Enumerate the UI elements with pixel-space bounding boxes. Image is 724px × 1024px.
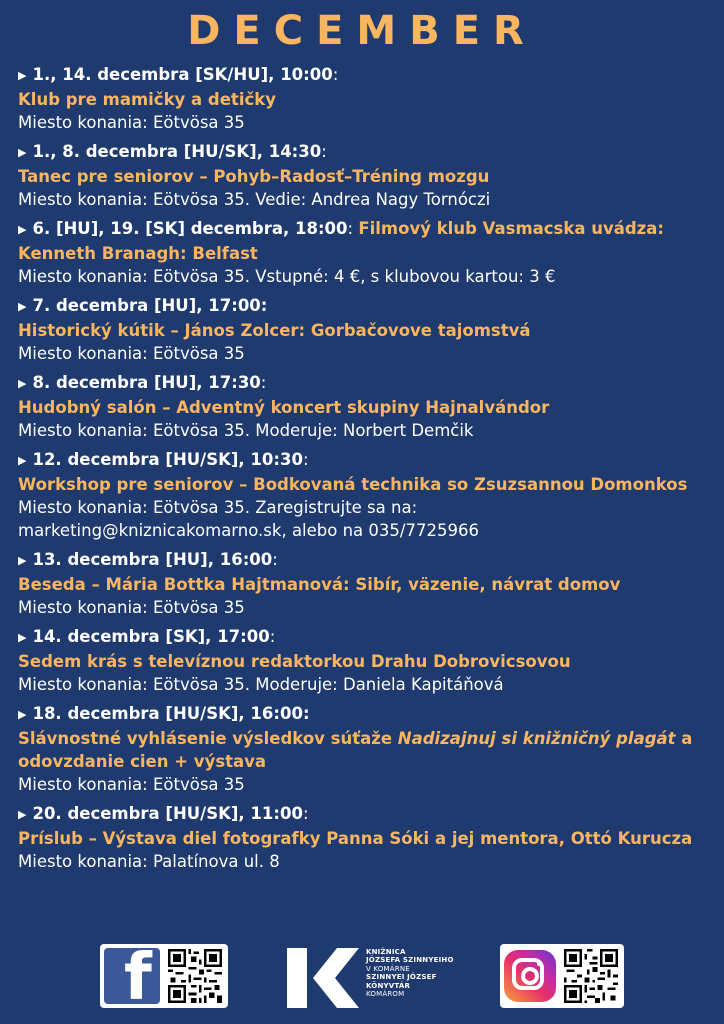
event-date: ▶ 13. decembra [HU], 16:00: [18, 550, 278, 569]
event-item [18, 448, 706, 542]
triangle-bullet-icon: ▶ [18, 69, 27, 82]
event-place: Miesto konania: Eötvösa 35. Zaregistrujte sa na: [18, 498, 418, 517]
event-place: Miesto konania: Eötvösa 35 [18, 598, 245, 617]
event-place: Miesto konania: Eötvösa 35 [18, 113, 245, 132]
event-place: Miesto konania: Eötvösa 35. Vedie: Andrea Nagy Tornóczi [18, 190, 491, 209]
triangle-bullet-icon: ▶ [18, 554, 27, 567]
event-contact: marketing@kniznicakomarno.sk, alebo na 035/7725966 [18, 521, 479, 540]
contest-name: Nadizajnuj si knižničný plagát [397, 729, 676, 748]
event-title: Sedem krás s televíznou redaktorkou Drahu Dobrovicsovou [18, 652, 571, 671]
event-date: ▶ 1., 14. decembra [SK/HU], 10:00: [18, 65, 339, 84]
library-logo [287, 944, 487, 1010]
event-title: Workshop pre seniorov – Bodkovaná technika so Zsuzsannou Domonkos [18, 475, 688, 494]
event-place: Miesto konania: Eötvösa 35. Moderuje: Norbert Demčik [18, 421, 474, 440]
event-item [18, 217, 706, 288]
facebook-icon[interactable]: f [104, 948, 160, 1004]
triangle-bullet-icon: ▶ [18, 300, 27, 313]
event-item [18, 702, 706, 796]
event-date: ▶ 12. decembra [HU/SK], 10:30: [18, 450, 309, 469]
triangle-bullet-icon: ▶ [18, 377, 27, 390]
triangle-bullet-icon: ▶ [18, 808, 27, 821]
footer [0, 942, 724, 1012]
triangle-bullet-icon: ▶ [18, 146, 27, 159]
triangle-bullet-icon: ▶ [18, 454, 27, 467]
event-item [18, 548, 706, 619]
event-place: Miesto konania: Eötvösa 35 [18, 775, 245, 794]
event-date: ▶ 8. decembra [HU], 17:30: [18, 373, 267, 392]
facebook-qr-panel[interactable] [100, 944, 228, 1008]
event-title: Historický kútik – János Zolcer: Gorbačovove tajomstvá [18, 321, 531, 340]
qr-code-icon[interactable] [168, 949, 222, 1003]
triangle-bullet-icon: ▶ [18, 223, 27, 236]
event-title: Slávnostné vyhlásenie výsledkov súťaže Nadizajnuj si knižničný plagát a [18, 729, 693, 748]
event-date: ▶ 14. decembra [SK], 17:00: [18, 627, 276, 646]
event-title: Tanec pre seniorov – Pohyb–Radosť–Tréning mozgu [18, 167, 490, 186]
event-title: Hudobný salón – Adventný koncert skupiny Hajnalvándor [18, 398, 550, 417]
event-item [18, 625, 706, 696]
event-item [18, 63, 706, 134]
event-date: ▶ 6. [HU], 19. [SK] decembra, 18:00: Filmový klub Vasmacska uvádza: [18, 219, 665, 238]
event-title: Beseda – Mária Bottka Hajtmanová: Sibír, väzenie, návrat domov [18, 575, 621, 594]
event-title: Príslub – Výstava diel fotografky Panna Sóki a jej mentora, Ottó Kurucza [18, 829, 693, 848]
page-title: DECEMBER [187, 8, 537, 54]
events-list [0, 63, 724, 873]
triangle-bullet-icon: ▶ [18, 708, 27, 721]
event-title-inline: Filmový klub Vasmacska uvádza: [358, 219, 665, 238]
event-date: ▶ 18. decembra [HU/SK], 16:00: [18, 704, 310, 723]
event-item [18, 294, 706, 365]
event-place: Miesto konania: Palatínova ul. 8 [18, 852, 280, 871]
event-place: Miesto konania: Eötvösa 35. Vstupné: 4 €, s klubovou kartou: 3 € [18, 267, 556, 286]
event-item [18, 371, 706, 442]
event-item [18, 140, 706, 211]
instagram-qr-panel[interactable] [500, 944, 624, 1008]
event-title: Kenneth Branagh: Belfast [18, 244, 258, 263]
event-place: Miesto konania: Eötvösa 35 [18, 344, 245, 363]
event-place: Miesto konania: Eötvösa 35. Moderuje: Daniela Kapitáňová [18, 675, 504, 694]
instagram-icon[interactable] [504, 950, 556, 1002]
event-title-line2: odovzdanie cien + výstava [18, 752, 267, 771]
event-date: ▶ 20. decembra [HU/SK], 11:00: [18, 804, 309, 823]
event-item [18, 802, 706, 873]
event-date: ▶ 1., 8. decembra [HU/SK], 14:30: [18, 142, 327, 161]
event-date: ▶ 7. decembra [HU], 17:00: [18, 296, 268, 315]
library-name: KNIŽNICA JÓZSEFA SZINNYEIHO V KOMÁRNE SZINNYEI JÓZSEF KÖNYVTÁR KOMÁROM [366, 948, 454, 999]
triangle-bullet-icon: ▶ [18, 631, 27, 644]
qr-code-icon[interactable] [564, 949, 618, 1003]
event-title: Klub pre mamičky a detičky [18, 90, 276, 109]
library-k-logo-icon [287, 948, 359, 1008]
